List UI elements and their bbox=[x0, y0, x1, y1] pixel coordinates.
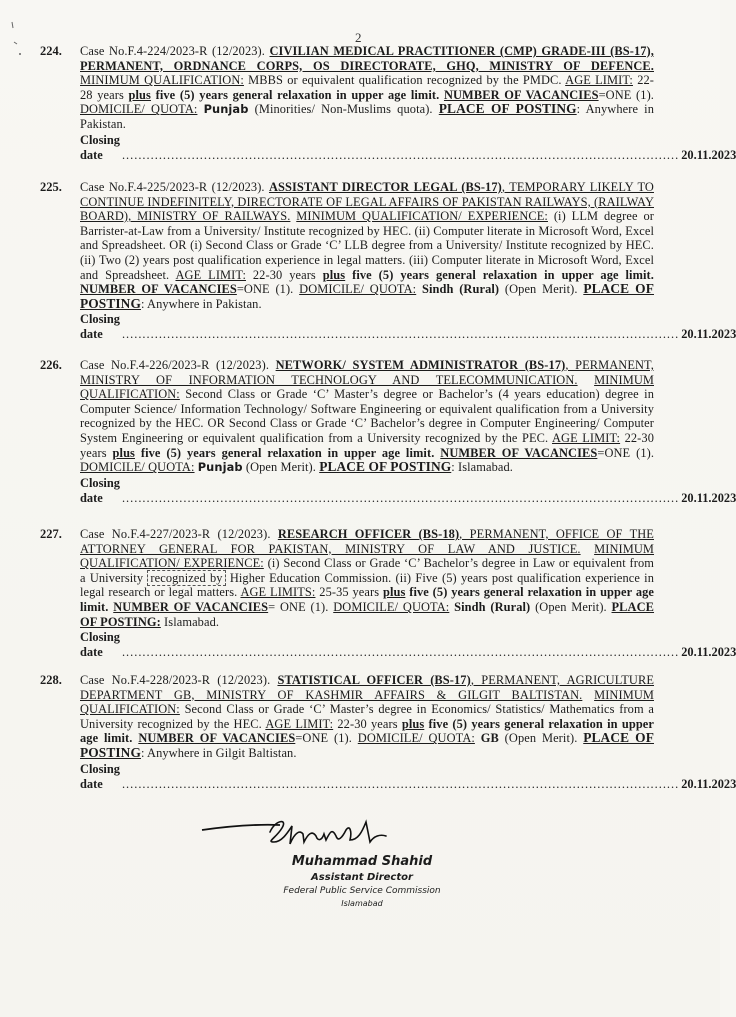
leader-dots: ........................................................................................................................................ bbox=[121, 776, 680, 791]
vacancy-entry-224 bbox=[40, 44, 736, 163]
leader-dots: ........................................................................................................................................ bbox=[121, 645, 680, 660]
domicile-value: Sindh (Rural) bbox=[421, 282, 500, 297]
relaxation-text: five (5) years general relaxation in upper age limit. bbox=[80, 716, 655, 746]
posting-label: PLACE OF POSTING: bbox=[80, 599, 655, 629]
closing-date: 20.11.2023 bbox=[681, 645, 736, 660]
vacancies-label: NUMBER OF VACANCIES bbox=[113, 599, 269, 614]
min-qualification-text: Second Class or Grade ‘C’ Master’s degree in Economics/ Statistics/ Mathematics from a University recognized by the HEC. bbox=[80, 702, 655, 731]
post-title-rest: , PERMANENT, MINISTRY OF INFORMATION TECHNOLOGY AND TELECOMMUNICATION. bbox=[80, 358, 654, 387]
domicile-label: DOMICILE/ QUOTA: bbox=[299, 282, 417, 297]
posting-text: : Anywhere in Pakistan. bbox=[140, 296, 262, 311]
entry-body bbox=[80, 673, 654, 761]
plus-word: plus bbox=[112, 445, 135, 460]
domicile-label: DOMICILE/ QUOTA: bbox=[80, 460, 195, 475]
min-qualification-label: MINIMUM QUALIFICATION/ EXPERIENCE: bbox=[296, 209, 548, 224]
post-title-rest: , TEMPORARY LIKELY TO CONTINUE INDEFINITELY, DIRECTORATE OF LEGAL AFFAIRS OF PAKISTAN RAILWAYS, (RAILWAY BOARD), MINISTRY OF RAILWAYS. bbox=[80, 180, 654, 224]
closing-date-row bbox=[80, 475, 736, 506]
signatory-name: Muhammad Shahid bbox=[291, 854, 433, 869]
posting-label: PLACE OF POSTING bbox=[438, 101, 577, 117]
leader-dots: ........................................................................................................................................ bbox=[121, 490, 680, 505]
entry-number: 226. bbox=[40, 358, 62, 372]
posting-label: PLACE OF POSTING bbox=[80, 730, 654, 760]
post-title-rest: , PERMANENT, OFFICE OF THE ATTORNEY GENERAL FOR PAKISTAN, MINISTRY OF LAW AND JUSTICE. bbox=[80, 527, 654, 556]
domicile-rest: (Minorities/ Non-Muslims quota). bbox=[254, 102, 433, 117]
domicile-rest: (Open Merit). bbox=[504, 731, 578, 746]
posting-text: : Anywhere in Gilgit Baltistan. bbox=[140, 745, 297, 760]
post-title: ASSISTANT DIRECTOR LEGAL (BS-17) bbox=[268, 180, 502, 194]
entry-body bbox=[80, 180, 654, 311]
domicile-rest: (Open Merit). bbox=[245, 460, 316, 475]
posting-label: PLACE OF POSTING bbox=[80, 281, 654, 311]
leader-dots: ........................................................................................................................................ bbox=[121, 327, 680, 342]
age-limit-label: AGE LIMIT: bbox=[265, 716, 334, 731]
signatory-title: Assistant Director bbox=[311, 872, 413, 883]
domicile-rest: (Open Merit). bbox=[535, 599, 607, 614]
min-qualification-label: MINIMUM QUALIFICATION: bbox=[80, 372, 654, 402]
age-limit-text: 22-28 years bbox=[80, 73, 655, 102]
closing-label: Closing date bbox=[80, 132, 120, 162]
relaxation-text: five (5) years general relaxation in upper age limit. bbox=[352, 267, 654, 282]
posting-text: : Islamabad. bbox=[451, 460, 514, 475]
case-number: Case No.F.4-225/2023-R (12/2023). bbox=[80, 180, 265, 194]
posting-text: : Anywhere in Pakistan. bbox=[80, 102, 654, 131]
relaxation-text: five (5) years general relaxation in upper age limit. bbox=[140, 445, 435, 460]
case-number: Case No.F.4-227/2023-R (12/2023). bbox=[80, 527, 271, 541]
vacancies-text: =ONE (1). bbox=[597, 445, 655, 460]
posting-text: Islamabad. bbox=[164, 614, 220, 629]
age-limit-label: AGE LIMIT: bbox=[552, 430, 621, 445]
domicile-label: DOMICILE/ QUOTA: bbox=[333, 599, 450, 614]
entry-body bbox=[80, 358, 654, 475]
domicile-label: DOMICILE/ QUOTA: bbox=[357, 731, 475, 746]
relaxation-text: five (5) years general relaxation in upper age limit. bbox=[80, 585, 655, 614]
domicile-value: Punjab bbox=[197, 460, 243, 475]
age-limit-label: AGE LIMIT: bbox=[175, 267, 246, 282]
vacancy-entry-225 bbox=[40, 180, 736, 342]
case-number: Case No.F.4-226/2023-R (12/2023). bbox=[80, 358, 270, 372]
leader-dots: ........................................................................................................................................ bbox=[121, 147, 680, 162]
closing-label: Closing date bbox=[80, 630, 120, 660]
post-title: RESEARCH OFFICER (BS-18) bbox=[277, 527, 460, 541]
case-number: Case No.F.4-228/2023-R (12/2023). bbox=[80, 673, 271, 687]
plus-word: plus bbox=[322, 267, 346, 282]
entry-number: 224. bbox=[40, 44, 62, 58]
case-number: Case No.F.4-224/2023-R (12/2023). bbox=[80, 44, 265, 58]
vacancies-label: NUMBER OF VACANCIES bbox=[138, 731, 296, 746]
closing-date-row bbox=[80, 312, 736, 342]
closing-date-row bbox=[80, 132, 736, 163]
vacancies-label: NUMBER OF VACANCIES bbox=[440, 445, 598, 460]
signatory-organization: Federal Public Service Commission bbox=[283, 886, 441, 896]
vacancies-text: = ONE (1). bbox=[268, 599, 329, 614]
min-qualification-label: MINIMUM QUALIFICATION: bbox=[80, 73, 244, 88]
vacancies-label: NUMBER OF VACANCIES bbox=[80, 282, 237, 297]
closing-date-row bbox=[80, 630, 736, 660]
closing-date: 20.11.2023 bbox=[681, 147, 736, 162]
min-qualification-text: (i) LLM degree or Barrister-at-Law from a University/ Institute recognized by HEC. (ii) Computer literate in Microsoft Word, Excel and Spreadsheet. OR (i) Second Class or Grade ‘C’ LLB degree from a University/ Institute recognized by HEC. (ii) Two (2) years post qualification experience in legal matters. (iii) Computer literate in Microsoft Word, Excel and Spreadsheet. bbox=[80, 209, 654, 282]
vacancy-entry-228 bbox=[40, 673, 736, 792]
plus-word: plus bbox=[382, 585, 406, 600]
min-qualification-label: MINIMUM QUALIFICATION: bbox=[80, 687, 654, 717]
vacancies-text: =ONE (1). bbox=[598, 87, 655, 102]
closing-label: Closing date bbox=[80, 475, 120, 505]
plus-word: plus bbox=[401, 716, 425, 731]
closing-label: Closing date bbox=[80, 312, 120, 342]
relaxation-text: five (5) years general relaxation in upper age limit. bbox=[155, 87, 440, 102]
plus-word: plus bbox=[128, 87, 151, 102]
entry-number: 228. bbox=[40, 673, 62, 687]
age-limit-text: 22-30 years bbox=[252, 267, 316, 282]
closing-date: 20.11.2023 bbox=[681, 327, 736, 342]
age-limit-label: AGE LIMIT: bbox=[565, 73, 633, 88]
closing-date-row bbox=[80, 761, 736, 792]
domicile-value: Sindh (Rural) bbox=[454, 599, 531, 614]
page-number: 2 bbox=[355, 30, 362, 45]
signature-block bbox=[200, 812, 460, 912]
post-title: STATISTICAL OFFICER (BS-17) bbox=[277, 673, 471, 687]
min-qualification-text: Second Class or Grade ‘C’ Master’s degree or Bachelor’s (4 years education) degree in Computer Science/ Information Technology/ Software Engineering or equivalent qualification from a University recognized by the HEC. OR Second Class or Grade ‘C’ Bachelor’s degree in Computer Engineering/ Computer System Engineering or equivalent qualification from a University recognized by the PEC. bbox=[80, 387, 654, 445]
domicile-rest: (Open Merit). bbox=[504, 282, 578, 297]
entry-number: 227. bbox=[40, 527, 62, 541]
closing-date: 20.11.2023 bbox=[681, 490, 736, 505]
vacancies-label: NUMBER OF VACANCIES bbox=[443, 87, 599, 102]
vacancies-text: =ONE (1). bbox=[295, 731, 352, 746]
min-qualification-text: MBBS or equivalent qualification recognized by the PMDC. bbox=[248, 73, 562, 88]
age-limit-text: 22-30 years bbox=[80, 430, 655, 460]
closing-date: 20.11.2023 bbox=[681, 776, 736, 791]
post-title: NETWORK/ SYSTEM ADMINISTRATOR (BS-17) bbox=[275, 358, 566, 372]
min-qualification-label: MINIMUM QUALIFICATION/ EXPERIENCE: bbox=[80, 541, 655, 571]
margin-marks bbox=[8, 20, 28, 60]
domicile-value: GB bbox=[480, 731, 499, 746]
min-qualification-text: (i) Second Class or Grade ‘C’ Bachelor’s degree in Law or equivalent from a University bbox=[80, 556, 654, 585]
min-qualification-text-cont: Higher Education Commission. (ii) Five (5) years post qualification experience in legal research or legal matters. bbox=[80, 570, 655, 600]
age-limit-text: 25-35 years bbox=[319, 585, 380, 600]
vacancies-text: =ONE (1). bbox=[236, 282, 294, 297]
entry-number: 225. bbox=[40, 180, 62, 194]
post-title-rest: , PERMANENT, AGRICULTURE DEPARTMENT GB, MINISTRY OF KASHMIR AFFAIRS & GILGIT BALTISTAN. bbox=[80, 673, 654, 702]
domicile-value: Punjab bbox=[203, 102, 249, 117]
post-title: CIVILIAN MEDICAL PRACTITIONER (CMP) GRADE-III (BS-17), PERMANENT, ORDNANCE CORPS, OS DIRECTORATE, GHQ, MINISTRY OF DEFENCE. bbox=[80, 44, 654, 73]
entry-body bbox=[80, 527, 654, 629]
age-limit-text: 22-30 years bbox=[337, 716, 398, 731]
handwritten-signature bbox=[200, 812, 460, 857]
age-limit-label: AGE LIMITS: bbox=[240, 585, 316, 600]
closing-label: Closing date bbox=[80, 761, 120, 791]
entry-body bbox=[80, 44, 654, 132]
vacancy-entry-227 bbox=[40, 527, 736, 660]
boxed-correction: recognized by bbox=[147, 570, 225, 586]
vacancy-entry-226 bbox=[40, 358, 736, 506]
posting-label: PLACE OF POSTING bbox=[319, 459, 452, 475]
signatory-city: Islamabad bbox=[341, 899, 383, 908]
domicile-label: DOMICILE/ QUOTA: bbox=[80, 102, 198, 117]
